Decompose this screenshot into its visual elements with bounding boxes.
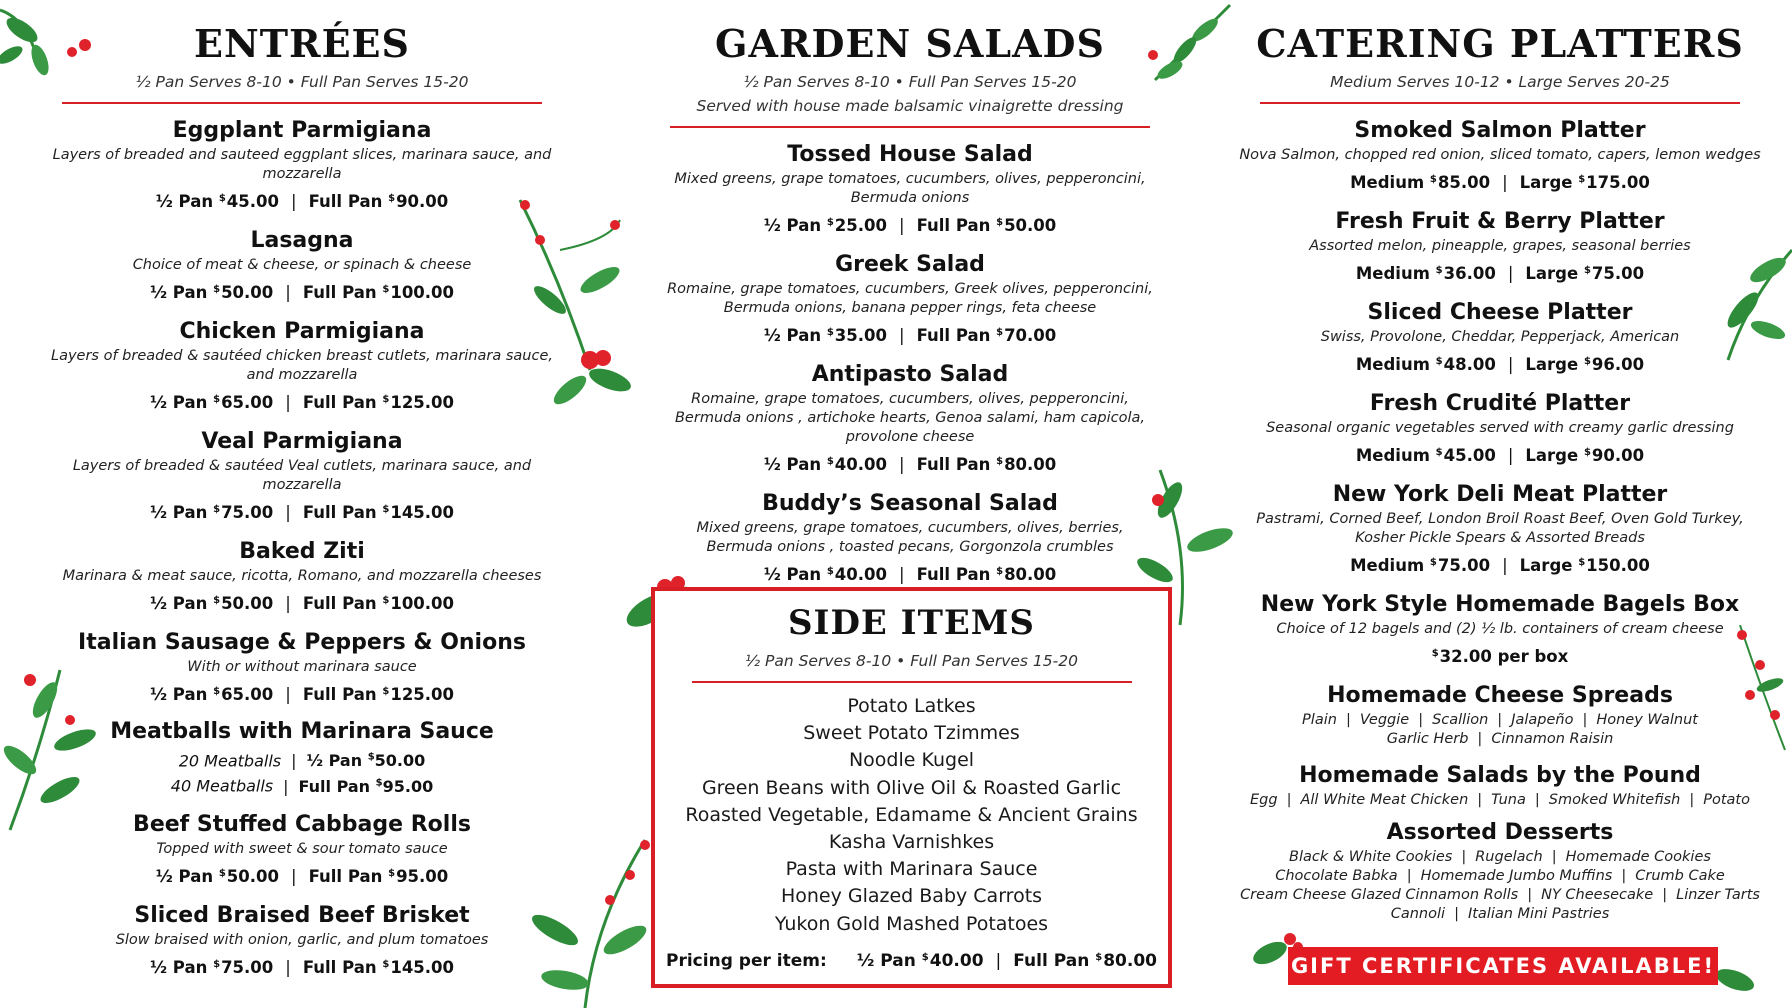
menu-item	[50, 810, 554, 889]
item-name: Baked Ziti	[239, 539, 365, 564]
menu-item	[1230, 116, 1770, 195]
item-name: Eggplant Parmigiana	[172, 118, 432, 143]
item-desc: Swiss, Provolone, Cheddar, Pepperjack, American	[1320, 329, 1680, 345]
item-price: ½ Pan $50.00 | Full Pan $100.00	[149, 283, 455, 302]
entrees-list-2	[50, 810, 554, 980]
item-price: Medium $45.00 | Large $90.00	[1355, 446, 1645, 465]
item-desc: Topped with sweet & sour tomato sauce	[156, 840, 448, 857]
item-price: ½ Pan $65.00 | Full Pan $125.00	[149, 393, 455, 412]
side-items-box	[651, 587, 1172, 988]
side-item: Honey Glazed Baby Carrots	[780, 885, 1043, 908]
menu-item	[1230, 480, 1770, 578]
divider	[62, 102, 542, 104]
item-desc: Pastrami, Corned Beef, London Broil Roast Beef, Oven Gold Turkey, Kosher Pickle Spears & Assorted Breads	[1256, 511, 1744, 546]
item-desc: Romaine, grape tomatoes, cucumbers, Greek olives, pepperoncini, Bermuda onions, banana pepper rings, feta cheese	[667, 281, 1153, 316]
item-desc: Nova Salmon, chopped red onion, sliced tomato, capers, lemon wedges	[1239, 147, 1761, 163]
menu-item	[665, 360, 1155, 477]
menu-item	[1230, 761, 1770, 810]
item-name: Chicken Parmigiana	[179, 319, 425, 344]
item-name: Assorted Desserts	[1386, 820, 1614, 845]
menu-item	[1230, 818, 1770, 924]
item-desc: Seasonal organic vegetables served with creamy garlic dressing	[1266, 420, 1734, 436]
menu-item	[665, 489, 1155, 587]
item-name: Buddy’s Seasonal Salad	[762, 491, 1058, 516]
salads-title: GARDEN SALADS	[715, 21, 1105, 66]
item-price: ½ Pan $65.00 | Full Pan $125.00	[149, 685, 455, 704]
platters-section	[1230, 0, 1770, 924]
menu-item	[1230, 298, 1770, 377]
meatball-price-row: 40 Meatballs | Full Pan $95.00	[170, 776, 434, 796]
platters-list	[1230, 116, 1770, 578]
item-name: Fresh Crudité Platter	[1369, 391, 1631, 416]
item-name: New York Deli Meat Platter	[1332, 482, 1668, 507]
item-name: Meatballs with Marinara Sauce	[110, 719, 494, 744]
item-desc: Choice of 12 bagels and (2) ½ lb. containers of cream cheese	[1276, 621, 1724, 637]
item-price: ½ Pan $25.00 | Full Pan $50.00	[763, 216, 1057, 235]
side-item: Yukon Gold Mashed Potatoes	[774, 912, 1049, 935]
item-desc: With or without marinara sauce	[187, 659, 417, 675]
salads-note: Served with house made balsamic vinaigrette dressing	[696, 97, 1124, 115]
item-desc: Mixed greens, grape tomatoes, cucumbers, olives, pepperoncini, Bermuda onions	[674, 171, 1146, 206]
item-name: Fresh Fruit & Berry Platter	[1335, 209, 1665, 234]
item-desc: Plain | Veggie | Scallion | Jalapeño | Honey Walnut	[1302, 712, 1698, 728]
item-desc: Marinara & meat sauce, ricotta, Romano, and mozzarella cheeses	[62, 568, 542, 584]
item-name: New York Style Homemade Bagels Box	[1260, 592, 1740, 617]
divider	[1260, 102, 1740, 104]
item-name: Sliced Braised Beef Brisket	[134, 902, 470, 928]
menu-item	[1230, 590, 1770, 669]
gift-certificates-banner: GIFT CERTIFICATES AVAILABLE!	[1288, 947, 1718, 985]
menu-item	[665, 250, 1155, 348]
item-name: Veal Parmigiana	[201, 429, 403, 454]
menu-item	[50, 317, 554, 415]
side-item: Green Beans with Olive Oil & Roasted Garlic	[701, 776, 1122, 799]
item-desc: Layers of breaded and sauteed eggplant slices, marinara sauce, and mozzarella	[52, 147, 552, 182]
item-name: Sliced Cheese Platter	[1367, 300, 1633, 325]
menu-item	[50, 628, 554, 707]
menu-item	[50, 901, 554, 980]
item-desc: Egg | All White Meat Chicken | Tuna | Smoked Whitefish | Potato	[1250, 792, 1750, 808]
menu-item	[50, 537, 554, 616]
entrees-section	[50, 0, 554, 980]
menu-item	[1230, 681, 1770, 749]
entrees-list	[50, 116, 554, 707]
item-price: ½ Pan $75.00 | Full Pan $145.00	[149, 503, 455, 522]
item-price: ½ Pan $50.00 | Full Pan $95.00	[155, 866, 449, 886]
sides-title: SIDE ITEMS	[787, 603, 1035, 643]
item-desc: Mixed greens, grape tomatoes, cucumbers, olives, berries, Bermuda onions , toasted pecans, Gorgonzola crumbles	[696, 520, 1124, 555]
item-name: Lasagna	[250, 228, 354, 253]
menu-item	[1230, 207, 1770, 286]
sides-serves: ½ Pan Serves 8-10 • Full Pan Serves 15-20	[745, 652, 1078, 670]
item-desc: Choice of meat & cheese, or spinach & cheese	[132, 257, 472, 273]
sides-list	[655, 693, 1168, 938]
menu-item	[1230, 389, 1770, 468]
item-desc: Layers of breaded & sautéed chicken breast cutlets, marinara sauce, and mozzarella	[51, 348, 553, 383]
item-price: ½ Pan $75.00 | Full Pan $145.00	[149, 957, 455, 977]
item-desc: Chocolate Babka | Homemade Jumbo Muffins | Crumb Cake	[1275, 868, 1725, 884]
sides-pricing: Pricing per item: ½ Pan $40.00 | Full Pan $80.00	[666, 950, 1157, 971]
side-item: Roasted Vegetable, Edamame & Ancient Grains	[685, 803, 1138, 826]
item-price: Medium $75.00 | Large $150.00	[1350, 556, 1650, 575]
item-desc: Cannoli | Italian Mini Pastries	[1390, 906, 1610, 922]
menu-item	[50, 717, 554, 798]
side-item: Sweet Potato Tzimmes	[803, 722, 1020, 745]
salads-section	[665, 0, 1155, 587]
item-price: ½ Pan $35.00 | Full Pan $70.00	[763, 326, 1057, 345]
item-price: ½ Pan $40.00 | Full Pan $80.00	[763, 565, 1057, 584]
item-name: Antipasto Salad	[811, 362, 1009, 387]
side-item: Potato Latkes	[847, 695, 976, 717]
item-price: Medium $36.00 | Large $75.00	[1355, 264, 1645, 283]
divider	[692, 681, 1132, 683]
divider	[670, 126, 1150, 128]
salads-list	[665, 140, 1155, 587]
salads-serves: ½ Pan Serves 8-10 • Full Pan Serves 15-20	[743, 73, 1077, 91]
item-price: $32.00 per box	[1431, 647, 1569, 666]
item-desc: Romaine, grape tomatoes, cucumbers, olives, pepperoncini, Bermuda onions , artichoke hearts, Genoa salami, ham capicola, provolone cheese	[674, 391, 1146, 445]
item-desc: Black & White Cookies | Rugelach | Homemade Cookies	[1289, 849, 1711, 865]
menu-item	[50, 427, 554, 525]
entrees-serves: ½ Pan Serves 8-10 • Full Pan Serves 15-20	[135, 73, 469, 91]
item-name: Homemade Cheese Spreads	[1327, 683, 1673, 708]
platters-title: CATERING PLATTERS	[1256, 21, 1744, 66]
side-item: Kasha Varnishkes	[828, 831, 995, 854]
item-name: Beef Stuffed Cabbage Rolls	[133, 811, 471, 837]
item-desc: Layers of breaded & sautéed Veal cutlets, marinara sauce, and mozzarella	[72, 458, 532, 493]
side-item: Noodle Kugel	[848, 749, 975, 772]
item-name: Tossed House Salad	[787, 142, 1033, 167]
item-desc: Slow braised with onion, garlic, and plum tomatoes	[115, 931, 489, 948]
item-price: ½ Pan $45.00 | Full Pan $90.00	[155, 192, 449, 211]
meatball-price-row: 20 Meatballs | ½ Pan $50.00	[178, 751, 426, 771]
item-name: Homemade Salads by the Pound	[1299, 763, 1701, 788]
item-desc: Assorted melon, pineapple, grapes, seasonal berries	[1309, 238, 1691, 254]
item-name: Greek Salad	[835, 252, 985, 277]
side-item: Pasta with Marinara Sauce	[785, 858, 1038, 881]
item-price: Medium $48.00 | Large $96.00	[1355, 355, 1645, 374]
item-price: ½ Pan $40.00 | Full Pan $80.00	[763, 455, 1057, 474]
menu-item	[665, 140, 1155, 238]
item-name: Smoked Salmon Platter	[1354, 118, 1646, 143]
platters-serves: Medium Serves 10-12 • Large Serves 20-25	[1330, 73, 1670, 91]
menu-item	[50, 116, 554, 214]
item-price: Medium $85.00 | Large $175.00	[1350, 173, 1650, 192]
item-price: ½ Pan $50.00 | Full Pan $100.00	[149, 594, 455, 613]
item-desc: Garlic Herb | Cinnamon Raisin	[1386, 731, 1614, 747]
item-name: Italian Sausage & Peppers & Onions	[78, 630, 526, 655]
entrees-title: ENTRÉES	[194, 21, 410, 66]
menu-item	[50, 226, 554, 305]
item-desc: Cream Cheese Glazed Cinnamon Rolls | NY Cheesecake | Linzer Tarts	[1240, 887, 1760, 903]
